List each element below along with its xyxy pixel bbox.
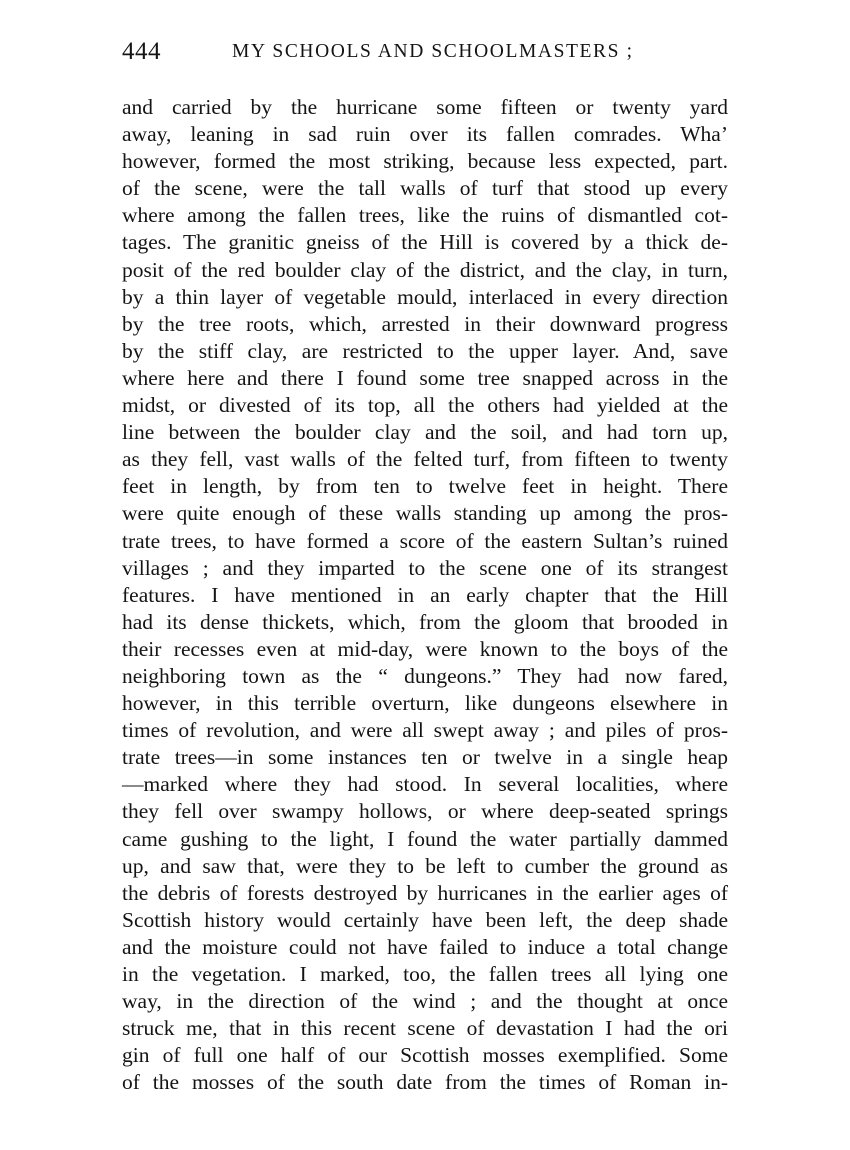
text-line: villages ; and they imparted to the scene one of its strangest [122, 555, 728, 580]
text-line: by a thin layer of vegetable mould, interlaced in every direction [122, 284, 728, 309]
text-line: feet in length, by from ten to twelve feet in height. There [122, 474, 728, 499]
text-line: their recesses even at mid-day, were known to the boys of the [122, 636, 728, 661]
text-line: of the scene, were the tall walls of turf that stood up every [122, 176, 728, 201]
text-line: —marked where they had stood. In several localities, where [122, 772, 728, 797]
text-line: features. I have mentioned in an early chapter that the Hill [122, 582, 728, 607]
text-line: where here and there I found some tree snapped across in the [122, 365, 728, 390]
text-line: the debris of forests destroyed by hurricanes in the earlier ages of [122, 880, 728, 905]
running-head: MY SCHOOLS AND SCHOOLMASTERS ; [232, 41, 634, 62]
text-line: midst, or divested of its top, all the others had yielded at the [122, 393, 728, 418]
text-line: neighboring town as the “ dungeons.” They had now fared, [122, 663, 728, 688]
text-line: times of revolution, and were all swept away ; and piles of pros- [122, 718, 728, 743]
text-line: came gushing to the light, I found the water partially dammed [122, 826, 728, 851]
text-line: as they fell, vast walls of the felted turf, from fifteen to twenty [122, 447, 728, 472]
page-header [122, 38, 732, 72]
text-line: by the tree roots, which, arrested in their downward progress [122, 311, 728, 336]
text-line: gin of full one half of our Scottish mosses exemplified. Some [122, 1043, 728, 1068]
text-line: Scottish history would certainly have been left, the deep shade [122, 907, 728, 932]
text-line: trate trees, to have formed a score of the eastern Sultan’s ruined [122, 528, 728, 553]
text-line: posit of the red boulder clay of the district, and the clay, in turn, [122, 257, 728, 282]
text-line: struck me, that in this recent scene of devastation I had the ori [122, 1016, 728, 1041]
text-line: away, leaning in sad ruin over its fallen comrades. Wha’ [122, 122, 728, 147]
text-line: were quite enough of these walls standing up among the pros- [122, 501, 728, 526]
text-line: tages. The granitic gneiss of the Hill is covered by a thick de- [122, 230, 728, 255]
text-line: way, in the direction of the wind ; and the thought at once [122, 989, 728, 1014]
text-line: however, in this terrible overturn, like dungeons elsewhere in [122, 691, 728, 716]
text-line: line between the boulder clay and the soil, and had torn up, [122, 420, 728, 445]
text-line: had its dense thickets, which, from the gloom that brooded in [122, 609, 728, 634]
text-line: in the vegetation. I marked, too, the fallen trees all lying one [122, 962, 728, 986]
text-line: trate trees—in some instances ten or twelve in a single heap [122, 745, 728, 770]
text-line: and carried by the hurricane some fifteen or twenty yard [122, 95, 728, 119]
text-line: up, and saw that, were they to be left to cumber the ground as [122, 853, 728, 878]
page-number: 444 [122, 38, 161, 65]
text-line: of the mosses of the south date from the times of Roman in- [122, 1070, 728, 1095]
body-text [122, 94, 728, 1096]
text-line: by the stiff clay, are restricted to the upper layer. And, save [122, 338, 728, 363]
text-line: they fell over swampy hollows, or where deep-seated springs [122, 799, 728, 824]
text-line: however, formed the most striking, because less expected, part. [122, 149, 728, 174]
text-line: where among the fallen trees, like the ruins of dismantled cot- [122, 203, 728, 228]
text-line: and the moisture could not have failed to induce a total change [122, 934, 728, 959]
